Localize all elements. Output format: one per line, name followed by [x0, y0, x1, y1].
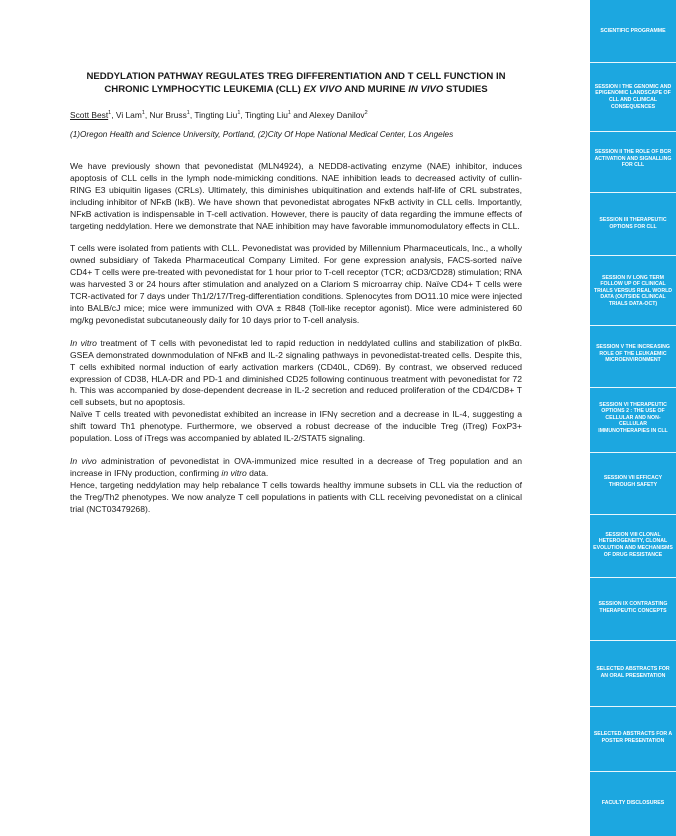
title-text-3: STUDIES: [443, 84, 488, 95]
affiliations: (1)Oregon Health and Science University, Portland, (2)City Of Hope National Medical Center, Los Angeles: [70, 130, 454, 139]
in-vivo-text-end: data.: [246, 467, 269, 478]
sidebar-divider: [590, 452, 676, 453]
sidebar-divider: [590, 640, 676, 641]
sidebar-divider: [590, 255, 676, 256]
author-affiliation-mark: 2: [364, 110, 368, 117]
title-italic-ex-vivo: EX VIVO: [303, 84, 342, 95]
italic-in-vitro-2: in vitro: [221, 467, 247, 478]
italic-in-vivo: In vivo: [70, 455, 97, 466]
paragraph-results-th1: Naïve T cells treated with pevonedistat exhibited an increase in IFNγ secretion and a decrease in IL-4, suggesting a shift toward Th1 phenotype. Furthermore, we observed a robust decrease of the inducible Treg (iTreg) FoxP3+ population. Loss of iTregs was accompanied by ablated IL-2/STAT5 signaling.: [70, 409, 522, 444]
author-name: Tingting Liu: [194, 110, 238, 120]
sidebar-divider: [590, 514, 676, 515]
sidebar-divider: [590, 577, 676, 578]
sidebar-item-3[interactable]: SESSION II THE ROLE OF BCR ACTIVATION AND SIGNALLING FOR CLL: [594, 149, 672, 169]
italic-in-vitro: In vitro: [70, 337, 97, 348]
session-sidebar: [590, 0, 676, 836]
abstract-content: [70, 70, 522, 526]
author-affiliation-mark: 1: [186, 110, 190, 117]
sidebar-item-8[interactable]: SESSION VII EFFICACY THROUGH SAFETY: [603, 475, 663, 488]
paragraph-results-in-vivo: [70, 456, 522, 480]
sidebar-divider: [590, 325, 676, 326]
sidebar-item-6[interactable]: SESSION V THE INCREASING ROLE OF THE LEUKAEMIC MICROENVIRONMENT: [596, 344, 670, 364]
sidebar-divider: [590, 131, 676, 132]
author-name: Nur Bruss: [149, 110, 187, 120]
results-text: treatment of T cells with pevonedistat led to rapid reduction in neddylated cullins and stabilization of pIκBα. GSEA demonstrated downmodulation of NFκB and IL-2 signaling pathways in pevonedistat-treated cells. Despite this, T cells exhibited normal induction of early activation markers (CD40L, CD69). By contrast, we observed reduced expression of CD38, HLA-DR and PD-1 and diminished CD25 following continuous treatment with pevonedistat for 72 h. This was accompanied by dose-dependent decrease in IL-2 secretion and reduced proliferation of the CD4/CD8+ T cell subsets, but no apoptosis.: [70, 337, 522, 408]
author-name: Vi Lam: [115, 110, 142, 120]
sidebar-item-13[interactable]: FACULTY DISCLOSURES: [601, 799, 665, 806]
title-italic-in-vivo: IN VIVO: [408, 84, 444, 95]
author-name: Alexey Danilov: [309, 110, 365, 120]
title-text: NEDDYLATION PATHWAY REGULATES TREG DIFFERENTIATION AND T CELL FUNCTION IN CHRONIC LYMPHOCYTIC LEUKEMIA (CLL): [86, 71, 506, 95]
sidebar-divider: [590, 706, 676, 707]
author-name: Tingting Liu: [244, 110, 288, 120]
sidebar-item-12[interactable]: SELECTED ABSTRACTS FOR A POSTER PRESENTATION: [593, 731, 673, 744]
sidebar-item-11[interactable]: SELECTED ABSTRACTS FOR AN ORAL PRESENTATION: [596, 666, 670, 679]
sidebar-item-4[interactable]: SESSION III THERAPEUTIC OPTIONS FOR CLL: [599, 217, 667, 230]
sidebar-item-2[interactable]: SESSION I THE GENOMIC AND EPIGENOMIC LANDSCAPE OF CLL AND CLINICAL CONSEQUENCES: [594, 83, 672, 110]
sidebar-item-1[interactable]: SCIENTIFIC PROGRAMME: [600, 27, 666, 34]
paragraph-methods: T cells were isolated from patients with CLL. Pevonedistat was provided by Millennium Pharmaceuticals, Inc., a wholly owned subsidiary of Takeda Pharmaceutical Company Limited. For gene expression analysis, FACS-sorted naïve CD4+ T cells were pre-treated with pevonedistat for 1 hour prior to T-cell receptor (TCR; αCD3/CD28) stimulation; RNA was harvested 3 or 24 hours after stimulation and analyzed on a Clariom S microarray chip. Naïve CD4+ T cells were TCR-activated for 7 days under Th1/2/17/Treg-differentiation conditions. Splenocytes from DO11.10 mice were injected into BALB/cJ mice; mice were immunized with OVA ± R848 (Toll-like receptor agonist). Mice were administered 60 mg/kg pevonedistat subcutaneously daily for 10 days prior to T-cell analysis.: [70, 243, 522, 325]
author-affiliation-mark: 1: [141, 110, 145, 117]
author-affiliation-mark: 1: [108, 110, 112, 117]
paragraph-conclusion: Hence, targeting neddylation may help rebalance T cells towards healthy immune subsets in CLL via the reduction of the Treg/Th2 phenotypes. We now analyze T cell populations in patients with CLL receiving pevonedistat on a clinical trial (NCT03479268).: [70, 479, 522, 514]
paragraph-background: We have previously shown that pevonedistat (MLN4924), a NEDD8-activating enzyme (NAE) inhibitor, induces apoptosis of CLL cells in the lymph node-mimicking conditions. NAE inhibition leads to decreased activity of cullin-RING E3 ubiquitin ligases (CRLs). Ultimately, this diminishes ubiquitination and extends half-life of CRL substrates, including inhibitor of NFκB (IκB). We have shown that pevonedistat abrogates NFκB activity in CLL cells. Importantly, NFκB activation is indispensable in T-cell activation. However, there is paucity of data regarding the immune effects of targeting neddylation. Here we demonstrate that NAE inhibition may have favorable immunomodulatory effects in CLL.: [70, 161, 522, 231]
abstract-title: [70, 70, 522, 96]
paragraph-results-in-vitro: [70, 338, 522, 409]
sidebar-item-7[interactable]: SESSION VI THERAPEUTIC OPTIONS 2 : THE USE OF CELLULAR AND NON-CELLULAR IMMUNOTHERAPIES IN CLL: [598, 401, 668, 434]
sidebar-item-5[interactable]: SESSION IV LONG TERM FOLLOW UP OF CLINICAL TRIALS VERSUS REAL WORLD DATA (OUTSIDE CLINICAL TRIALS DATA-OCT): [593, 274, 672, 307]
author-name: Scott Best: [70, 110, 109, 120]
author-list: Scott Best$^1$, Vi Lam$^1$, Nur Bruss$^1$, Tingting Liu$^1$, Tingting Liu$^1$ and Alexey Danilov$^2$: [70, 110, 368, 120]
author-affiliation-mark: 1: [287, 110, 291, 117]
sidebar-divider: [590, 192, 676, 193]
sidebar-item-10[interactable]: SESSION IX CONTRASTING THERAPEUTIC CONCEPTS: [598, 601, 668, 614]
sidebar-divider: [590, 62, 676, 63]
title-text-2: AND MURINE: [341, 84, 409, 95]
sidebar-divider: [590, 387, 676, 388]
sidebar-item-9[interactable]: SESSION VIII CLONAL HETEROGENEITY, CLONAL EVOLUTION AND MECHANISMS OF DRUG RESISTANCE: [593, 531, 673, 558]
in-vivo-text: administration of pevonedistat in OVA-immunized mice resulted in a decrease of Treg population and an increase in IFNγ production, confirming: [70, 455, 522, 478]
sidebar-divider: [590, 771, 676, 772]
author-affiliation-mark: 1: [237, 110, 241, 117]
